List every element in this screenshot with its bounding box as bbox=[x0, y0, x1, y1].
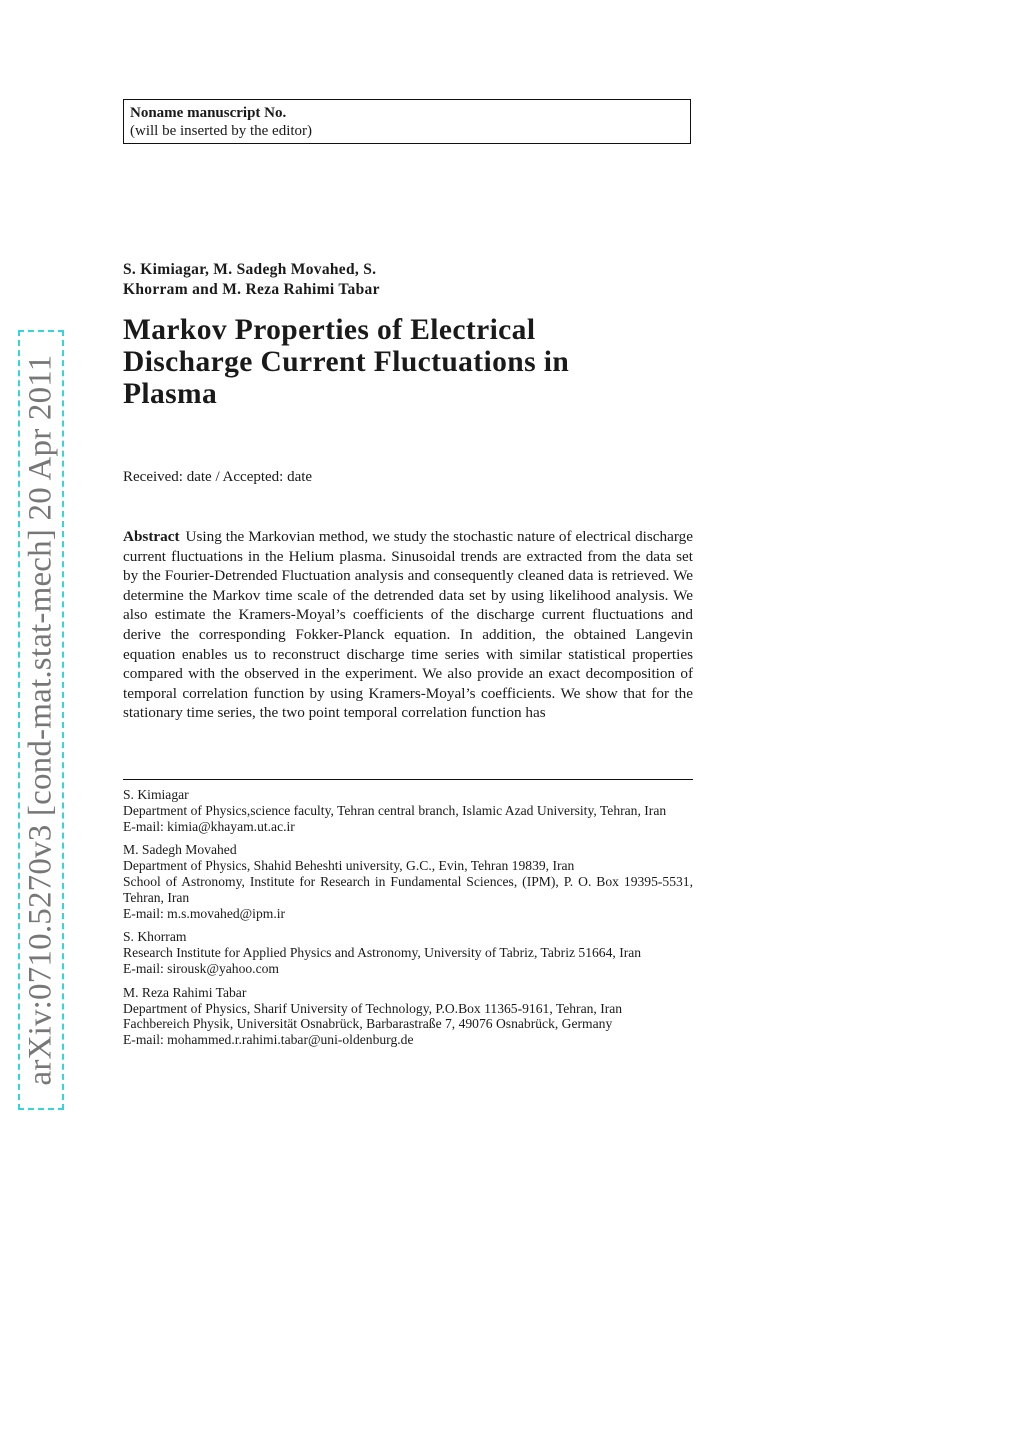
editor-note: (will be inserted by the editor) bbox=[130, 123, 313, 139]
manuscript-label: Noname manuscript No. bbox=[130, 105, 287, 121]
abstract-heading: Abstract bbox=[123, 528, 180, 545]
received-accepted-dates: Received: date / Accepted: date bbox=[123, 469, 313, 485]
affiliation-address: Fachbereich Physik, Universität Osnabrück, Barbarastraße 7, 49076 Osnabrück, Germany bbox=[123, 1016, 613, 1032]
affiliation-author: M. Reza Rahimi Tabar bbox=[123, 984, 247, 1000]
affiliation-email[interactable]: E-mail: kimia@khayam.ut.ac.ir bbox=[123, 818, 295, 834]
affiliation-block bbox=[123, 842, 693, 921]
affiliation-address: Department of Physics,science faculty, Tehran central branch, Islamic Azad University, Tehran, Iran bbox=[123, 802, 667, 818]
affiliation-author: S. Kimiagar bbox=[123, 787, 189, 802]
affiliation-address: Department of Physics, Shahid Beheshti university, G.C., Evin, Tehran 19839, Iran bbox=[123, 858, 575, 874]
title-line: Plasma bbox=[123, 378, 218, 410]
affiliation-email[interactable]: E-mail: mohammed.r.rahimi.tabar@uni-oldenburg.de bbox=[123, 1032, 414, 1048]
affiliation-block bbox=[123, 929, 693, 976]
abstract-text: Using the Markovian method, we study the stochastic nature of electrical discharge current fluctuations in the Helium plasma. Sinusoidal trends are extracted from the data set by the Fourier-Detrended Fluctuation analysis and consequently cleaned data is retrieved. We determine the Markov time scale of the detrended data set by using likelihood analysis. We also estimate the Kramers-Moyal’s coefficients of the discharge current fluctuations and derive the corresponding Fokker-Planck equation. In addition, the obtained Langevin equation enables us to reconstruct discharge time series with similar statistical properties compared with the observed in the experiment. We also provide an exact decomposition of temporal correlation function by using Kramers-Moyal’s coefficients. We show that for the stationary time series, the two point temporal correlation function has bbox=[123, 528, 693, 722]
title-line: Discharge Current Fluctuations in bbox=[123, 346, 570, 378]
affiliation-author: M. Sadegh Movahed bbox=[123, 842, 237, 858]
abstract bbox=[123, 527, 693, 723]
affiliation-address: School of Astronomy, Institute for Research in Fundamental Sciences, (IPM), P. O. Box 19395-5531, Tehran, Iran bbox=[123, 873, 693, 905]
affiliation-address: Research Institute for Applied Physics and Astronomy, University of Tabriz, Tabriz 51664, Iran bbox=[123, 945, 642, 961]
title-line: Markov Properties of Electrical bbox=[123, 314, 536, 346]
footnote-divider bbox=[123, 779, 693, 780]
author-line: Khorram and M. Reza Rahimi Tabar bbox=[123, 281, 380, 298]
affiliation-address: Department of Physics, Sharif University of Technology, P.O.Box 11365-9161, Tehran, Iran bbox=[123, 1000, 623, 1016]
manuscript-info-box bbox=[123, 99, 691, 144]
author-line: S. Kimiagar, M. Sadegh Movahed, S. bbox=[123, 261, 377, 278]
affiliation-email[interactable]: E-mail: m.s.movahed@ipm.ir bbox=[123, 905, 286, 921]
author-list bbox=[123, 260, 453, 300]
affiliation-block bbox=[123, 985, 693, 1048]
arxiv-identifier[interactable]: arXiv:0710.5270v3 [cond-mat.stat-mech] 20 Apr 2011 bbox=[22, 354, 59, 1086]
affiliation-block bbox=[123, 787, 693, 834]
paper-title bbox=[123, 314, 663, 410]
affiliations bbox=[123, 787, 693, 1056]
affiliation-email[interactable]: E-mail: sirousk@yahoo.com bbox=[123, 960, 279, 976]
affiliation-author: S. Khorram bbox=[123, 929, 187, 945]
